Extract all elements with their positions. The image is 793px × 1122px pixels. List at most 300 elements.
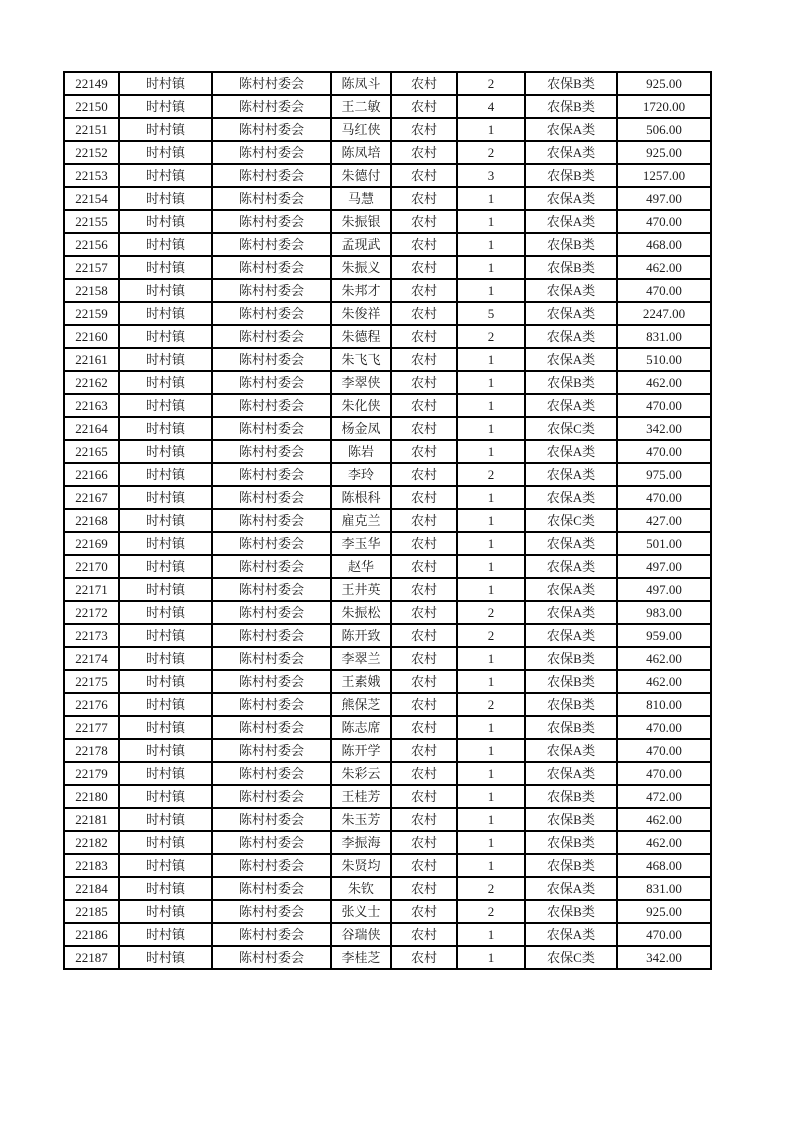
cell-town: 时村镇 [119, 578, 212, 601]
cell-town: 时村镇 [119, 601, 212, 624]
cell-insurance-category: 农保C类 [525, 946, 617, 969]
cell-person-count: 1 [457, 348, 525, 371]
cell-town: 时村镇 [119, 95, 212, 118]
cell-insurance-category: 农保A类 [525, 601, 617, 624]
cell-town: 时村镇 [119, 647, 212, 670]
cell-person-count: 1 [457, 670, 525, 693]
cell-town: 时村镇 [119, 302, 212, 325]
cell-person-count: 2 [457, 463, 525, 486]
table-row [64, 256, 711, 279]
cell-person-count: 1 [457, 578, 525, 601]
cell-person-name: 王二敏 [331, 95, 391, 118]
cell-person-name: 张义士 [331, 900, 391, 923]
cell-town: 时村镇 [119, 555, 212, 578]
table-row [64, 348, 711, 371]
table-row [64, 854, 711, 877]
cell-amount: 506.00 [617, 118, 711, 141]
cell-town: 时村镇 [119, 279, 212, 302]
cell-person-name: 朱邦才 [331, 279, 391, 302]
cell-town: 时村镇 [119, 831, 212, 854]
cell-village-committee: 陈村村委会 [212, 762, 331, 785]
cell-town: 时村镇 [119, 762, 212, 785]
cell-amount: 831.00 [617, 325, 711, 348]
cell-residence-type: 农村 [391, 72, 457, 95]
cell-person-name: 朱彩云 [331, 762, 391, 785]
cell-person-name: 王桂芳 [331, 785, 391, 808]
cell-town: 时村镇 [119, 716, 212, 739]
cell-person-name: 李翠兰 [331, 647, 391, 670]
cell-town: 时村镇 [119, 854, 212, 877]
cell-town: 时村镇 [119, 946, 212, 969]
cell-insurance-category: 农保B类 [525, 164, 617, 187]
cell-insurance-category: 农保A类 [525, 624, 617, 647]
cell-amount: 510.00 [617, 348, 711, 371]
table-row [64, 210, 711, 233]
cell-person-count: 2 [457, 900, 525, 923]
cell-town: 时村镇 [119, 486, 212, 509]
table-row [64, 532, 711, 555]
cell-residence-type: 农村 [391, 394, 457, 417]
cell-person-count: 1 [457, 762, 525, 785]
cell-amount: 470.00 [617, 486, 711, 509]
cell-serial-number: 22158 [64, 279, 119, 302]
cell-person-name: 陈岩 [331, 440, 391, 463]
cell-amount: 2247.00 [617, 302, 711, 325]
cell-town: 时村镇 [119, 348, 212, 371]
cell-person-name: 陈志席 [331, 716, 391, 739]
cell-person-count: 4 [457, 95, 525, 118]
cell-insurance-category: 农保B类 [525, 72, 617, 95]
cell-residence-type: 农村 [391, 141, 457, 164]
cell-residence-type: 农村 [391, 877, 457, 900]
cell-insurance-category: 农保B类 [525, 900, 617, 923]
cell-person-count: 1 [457, 946, 525, 969]
cell-town: 时村镇 [119, 118, 212, 141]
cell-village-committee: 陈村村委会 [212, 739, 331, 762]
cell-town: 时村镇 [119, 900, 212, 923]
cell-person-count: 1 [457, 739, 525, 762]
cell-amount: 472.00 [617, 785, 711, 808]
table-row [64, 739, 711, 762]
cell-town: 时村镇 [119, 532, 212, 555]
cell-residence-type: 农村 [391, 256, 457, 279]
table-row [64, 118, 711, 141]
cell-amount: 470.00 [617, 716, 711, 739]
table-row [64, 877, 711, 900]
cell-amount: 468.00 [617, 233, 711, 256]
cell-insurance-category: 农保A类 [525, 532, 617, 555]
cell-serial-number: 22155 [64, 210, 119, 233]
cell-village-committee: 陈村村委会 [212, 716, 331, 739]
cell-insurance-category: 农保A类 [525, 762, 617, 785]
cell-town: 时村镇 [119, 693, 212, 716]
cell-village-committee: 陈村村委会 [212, 647, 331, 670]
cell-residence-type: 农村 [391, 578, 457, 601]
cell-person-count: 1 [457, 233, 525, 256]
cell-person-name: 孟现武 [331, 233, 391, 256]
cell-village-committee: 陈村村委会 [212, 302, 331, 325]
cell-insurance-category: 农保A类 [525, 555, 617, 578]
table-row [64, 601, 711, 624]
table-row [64, 647, 711, 670]
cell-residence-type: 农村 [391, 325, 457, 348]
cell-person-name: 李桂芝 [331, 946, 391, 969]
cell-amount: 925.00 [617, 72, 711, 95]
cell-town: 时村镇 [119, 440, 212, 463]
cell-village-committee: 陈村村委会 [212, 831, 331, 854]
cell-town: 时村镇 [119, 394, 212, 417]
cell-amount: 470.00 [617, 739, 711, 762]
cell-insurance-category: 农保A类 [525, 578, 617, 601]
cell-village-committee: 陈村村委会 [212, 463, 331, 486]
table-row [64, 831, 711, 854]
cell-residence-type: 农村 [391, 555, 457, 578]
cell-village-committee: 陈村村委会 [212, 72, 331, 95]
cell-person-name: 陈开学 [331, 739, 391, 762]
cell-serial-number: 22183 [64, 854, 119, 877]
cell-residence-type: 农村 [391, 95, 457, 118]
cell-serial-number: 22152 [64, 141, 119, 164]
cell-village-committee: 陈村村委会 [212, 233, 331, 256]
cell-person-count: 1 [457, 417, 525, 440]
cell-village-committee: 陈村村委会 [212, 371, 331, 394]
table-row [64, 785, 711, 808]
cell-village-committee: 陈村村委会 [212, 946, 331, 969]
cell-village-committee: 陈村村委会 [212, 509, 331, 532]
cell-insurance-category: 农保A类 [525, 141, 617, 164]
cell-person-count: 1 [457, 118, 525, 141]
cell-serial-number: 22167 [64, 486, 119, 509]
cell-serial-number: 22164 [64, 417, 119, 440]
cell-person-name: 朱钦 [331, 877, 391, 900]
cell-insurance-category: 农保B类 [525, 371, 617, 394]
table-row [64, 463, 711, 486]
cell-person-name: 赵华 [331, 555, 391, 578]
cell-village-committee: 陈村村委会 [212, 141, 331, 164]
cell-residence-type: 农村 [391, 118, 457, 141]
cell-insurance-category: 农保B类 [525, 785, 617, 808]
cell-village-committee: 陈村村委会 [212, 601, 331, 624]
cell-amount: 342.00 [617, 946, 711, 969]
cell-person-name: 朱化侠 [331, 394, 391, 417]
cell-insurance-category: 农保B类 [525, 808, 617, 831]
cell-town: 时村镇 [119, 187, 212, 210]
cell-serial-number: 22175 [64, 670, 119, 693]
cell-residence-type: 农村 [391, 693, 457, 716]
cell-serial-number: 22156 [64, 233, 119, 256]
cell-person-name: 王素娥 [331, 670, 391, 693]
cell-serial-number: 22169 [64, 532, 119, 555]
cell-serial-number: 22149 [64, 72, 119, 95]
cell-insurance-category: 农保A类 [525, 486, 617, 509]
cell-residence-type: 农村 [391, 302, 457, 325]
cell-person-count: 1 [457, 532, 525, 555]
cell-person-count: 1 [457, 187, 525, 210]
cell-serial-number: 22170 [64, 555, 119, 578]
cell-town: 时村镇 [119, 72, 212, 95]
cell-insurance-category: 农保B类 [525, 716, 617, 739]
cell-serial-number: 22185 [64, 900, 119, 923]
cell-person-count: 2 [457, 693, 525, 716]
cell-amount: 462.00 [617, 647, 711, 670]
cell-person-name: 陈凤斗 [331, 72, 391, 95]
cell-amount: 462.00 [617, 808, 711, 831]
cell-serial-number: 22176 [64, 693, 119, 716]
cell-insurance-category: 农保A类 [525, 187, 617, 210]
cell-town: 时村镇 [119, 233, 212, 256]
cell-amount: 975.00 [617, 463, 711, 486]
cell-person-name: 李振海 [331, 831, 391, 854]
cell-town: 时村镇 [119, 371, 212, 394]
cell-residence-type: 农村 [391, 371, 457, 394]
cell-insurance-category: 农保A类 [525, 440, 617, 463]
cell-residence-type: 农村 [391, 762, 457, 785]
cell-amount: 427.00 [617, 509, 711, 532]
cell-town: 时村镇 [119, 325, 212, 348]
cell-amount: 497.00 [617, 578, 711, 601]
cell-amount: 831.00 [617, 877, 711, 900]
cell-amount: 462.00 [617, 831, 711, 854]
cell-insurance-category: 农保B类 [525, 256, 617, 279]
cell-residence-type: 农村 [391, 164, 457, 187]
cell-village-committee: 陈村村委会 [212, 693, 331, 716]
cell-amount: 497.00 [617, 555, 711, 578]
cell-town: 时村镇 [119, 670, 212, 693]
cell-village-committee: 陈村村委会 [212, 95, 331, 118]
cell-village-committee: 陈村村委会 [212, 555, 331, 578]
cell-serial-number: 22150 [64, 95, 119, 118]
cell-residence-type: 农村 [391, 900, 457, 923]
cell-serial-number: 22172 [64, 601, 119, 624]
cell-serial-number: 22181 [64, 808, 119, 831]
cell-serial-number: 22178 [64, 739, 119, 762]
cell-person-name: 王井英 [331, 578, 391, 601]
cell-serial-number: 22171 [64, 578, 119, 601]
cell-person-name: 朱振义 [331, 256, 391, 279]
cell-residence-type: 农村 [391, 417, 457, 440]
cell-insurance-category: 农保B类 [525, 647, 617, 670]
cell-residence-type: 农村 [391, 233, 457, 256]
cell-village-committee: 陈村村委会 [212, 670, 331, 693]
cell-village-committee: 陈村村委会 [212, 877, 331, 900]
cell-serial-number: 22177 [64, 716, 119, 739]
cell-serial-number: 22186 [64, 923, 119, 946]
insurance-payment-table [63, 71, 712, 970]
cell-insurance-category: 农保B类 [525, 95, 617, 118]
cell-town: 时村镇 [119, 808, 212, 831]
cell-residence-type: 农村 [391, 279, 457, 302]
cell-person-name: 陈开致 [331, 624, 391, 647]
cell-town: 时村镇 [119, 463, 212, 486]
cell-person-count: 2 [457, 601, 525, 624]
cell-amount: 925.00 [617, 900, 711, 923]
cell-town: 时村镇 [119, 739, 212, 762]
cell-serial-number: 22163 [64, 394, 119, 417]
cell-insurance-category: 农保A类 [525, 210, 617, 233]
cell-person-name: 朱飞飞 [331, 348, 391, 371]
table-row [64, 486, 711, 509]
cell-person-name: 马慧 [331, 187, 391, 210]
cell-person-name: 马红侠 [331, 118, 391, 141]
cell-insurance-category: 农保B类 [525, 693, 617, 716]
cell-person-name: 朱德程 [331, 325, 391, 348]
cell-serial-number: 22151 [64, 118, 119, 141]
cell-person-name: 朱贤均 [331, 854, 391, 877]
cell-village-committee: 陈村村委会 [212, 417, 331, 440]
cell-amount: 462.00 [617, 256, 711, 279]
cell-amount: 462.00 [617, 670, 711, 693]
cell-serial-number: 22160 [64, 325, 119, 348]
payment-table-body [64, 72, 711, 969]
cell-residence-type: 农村 [391, 348, 457, 371]
cell-person-name: 陈根科 [331, 486, 391, 509]
table-row [64, 164, 711, 187]
table-row [64, 624, 711, 647]
cell-amount: 470.00 [617, 279, 711, 302]
cell-village-committee: 陈村村委会 [212, 279, 331, 302]
cell-person-count: 1 [457, 923, 525, 946]
cell-amount: 470.00 [617, 440, 711, 463]
cell-town: 时村镇 [119, 210, 212, 233]
cell-amount: 501.00 [617, 532, 711, 555]
cell-town: 时村镇 [119, 877, 212, 900]
cell-serial-number: 22180 [64, 785, 119, 808]
cell-village-committee: 陈村村委会 [212, 118, 331, 141]
cell-village-committee: 陈村村委会 [212, 187, 331, 210]
cell-amount: 1257.00 [617, 164, 711, 187]
cell-person-count: 1 [457, 256, 525, 279]
cell-person-count: 1 [457, 509, 525, 532]
cell-person-name: 杨金凤 [331, 417, 391, 440]
cell-residence-type: 农村 [391, 854, 457, 877]
cell-village-committee: 陈村村委会 [212, 785, 331, 808]
cell-serial-number: 22168 [64, 509, 119, 532]
cell-amount: 462.00 [617, 371, 711, 394]
cell-residence-type: 农村 [391, 946, 457, 969]
cell-village-committee: 陈村村委会 [212, 624, 331, 647]
cell-amount: 342.00 [617, 417, 711, 440]
cell-serial-number: 22179 [64, 762, 119, 785]
cell-town: 时村镇 [119, 785, 212, 808]
table-row [64, 95, 711, 118]
cell-residence-type: 农村 [391, 624, 457, 647]
cell-residence-type: 农村 [391, 210, 457, 233]
cell-amount: 810.00 [617, 693, 711, 716]
cell-insurance-category: 农保B类 [525, 670, 617, 693]
cell-residence-type: 农村 [391, 923, 457, 946]
cell-residence-type: 农村 [391, 785, 457, 808]
cell-person-name: 熊保芝 [331, 693, 391, 716]
cell-insurance-category: 农保A类 [525, 923, 617, 946]
cell-person-count: 3 [457, 164, 525, 187]
table-row [64, 900, 711, 923]
cell-person-count: 1 [457, 210, 525, 233]
cell-amount: 470.00 [617, 394, 711, 417]
cell-person-count: 5 [457, 302, 525, 325]
cell-person-count: 1 [457, 854, 525, 877]
table-row [64, 394, 711, 417]
cell-person-name: 朱德付 [331, 164, 391, 187]
cell-serial-number: 22154 [64, 187, 119, 210]
cell-residence-type: 农村 [391, 831, 457, 854]
cell-serial-number: 22162 [64, 371, 119, 394]
cell-serial-number: 22187 [64, 946, 119, 969]
cell-village-committee: 陈村村委会 [212, 900, 331, 923]
cell-serial-number: 22161 [64, 348, 119, 371]
cell-village-committee: 陈村村委会 [212, 348, 331, 371]
table-row [64, 440, 711, 463]
cell-insurance-category: 农保A类 [525, 877, 617, 900]
cell-amount: 468.00 [617, 854, 711, 877]
cell-residence-type: 农村 [391, 440, 457, 463]
cell-insurance-category: 农保B类 [525, 831, 617, 854]
table-row [64, 187, 711, 210]
table-row [64, 141, 711, 164]
cell-person-count: 1 [457, 647, 525, 670]
cell-serial-number: 22173 [64, 624, 119, 647]
table-row [64, 808, 711, 831]
cell-amount: 959.00 [617, 624, 711, 647]
table-row [64, 72, 711, 95]
cell-person-name: 李玲 [331, 463, 391, 486]
cell-insurance-category: 农保A类 [525, 118, 617, 141]
cell-person-name: 朱玉芳 [331, 808, 391, 831]
cell-serial-number: 22174 [64, 647, 119, 670]
table-row [64, 325, 711, 348]
cell-town: 时村镇 [119, 417, 212, 440]
cell-insurance-category: 农保A类 [525, 394, 617, 417]
cell-serial-number: 22166 [64, 463, 119, 486]
table-row [64, 578, 711, 601]
cell-town: 时村镇 [119, 624, 212, 647]
cell-village-committee: 陈村村委会 [212, 394, 331, 417]
cell-village-committee: 陈村村委会 [212, 256, 331, 279]
cell-residence-type: 农村 [391, 716, 457, 739]
cell-amount: 1720.00 [617, 95, 711, 118]
cell-insurance-category: 农保A类 [525, 463, 617, 486]
cell-residence-type: 农村 [391, 486, 457, 509]
cell-serial-number: 22182 [64, 831, 119, 854]
cell-village-committee: 陈村村委会 [212, 923, 331, 946]
cell-village-committee: 陈村村委会 [212, 532, 331, 555]
cell-person-name: 李翠侠 [331, 371, 391, 394]
cell-residence-type: 农村 [391, 509, 457, 532]
cell-person-count: 1 [457, 440, 525, 463]
table-row [64, 302, 711, 325]
cell-person-count: 2 [457, 877, 525, 900]
cell-insurance-category: 农保A类 [525, 325, 617, 348]
cell-person-count: 1 [457, 394, 525, 417]
cell-insurance-category: 农保C类 [525, 417, 617, 440]
cell-village-committee: 陈村村委会 [212, 440, 331, 463]
cell-amount: 497.00 [617, 187, 711, 210]
table-row [64, 279, 711, 302]
cell-village-committee: 陈村村委会 [212, 578, 331, 601]
cell-amount: 925.00 [617, 141, 711, 164]
cell-residence-type: 农村 [391, 739, 457, 762]
cell-town: 时村镇 [119, 164, 212, 187]
cell-person-count: 2 [457, 325, 525, 348]
cell-insurance-category: 农保A类 [525, 348, 617, 371]
cell-person-count: 1 [457, 716, 525, 739]
cell-town: 时村镇 [119, 141, 212, 164]
table-row [64, 923, 711, 946]
table-row [64, 371, 711, 394]
cell-insurance-category: 农保A类 [525, 739, 617, 762]
cell-amount: 470.00 [617, 923, 711, 946]
cell-town: 时村镇 [119, 256, 212, 279]
cell-village-committee: 陈村村委会 [212, 325, 331, 348]
